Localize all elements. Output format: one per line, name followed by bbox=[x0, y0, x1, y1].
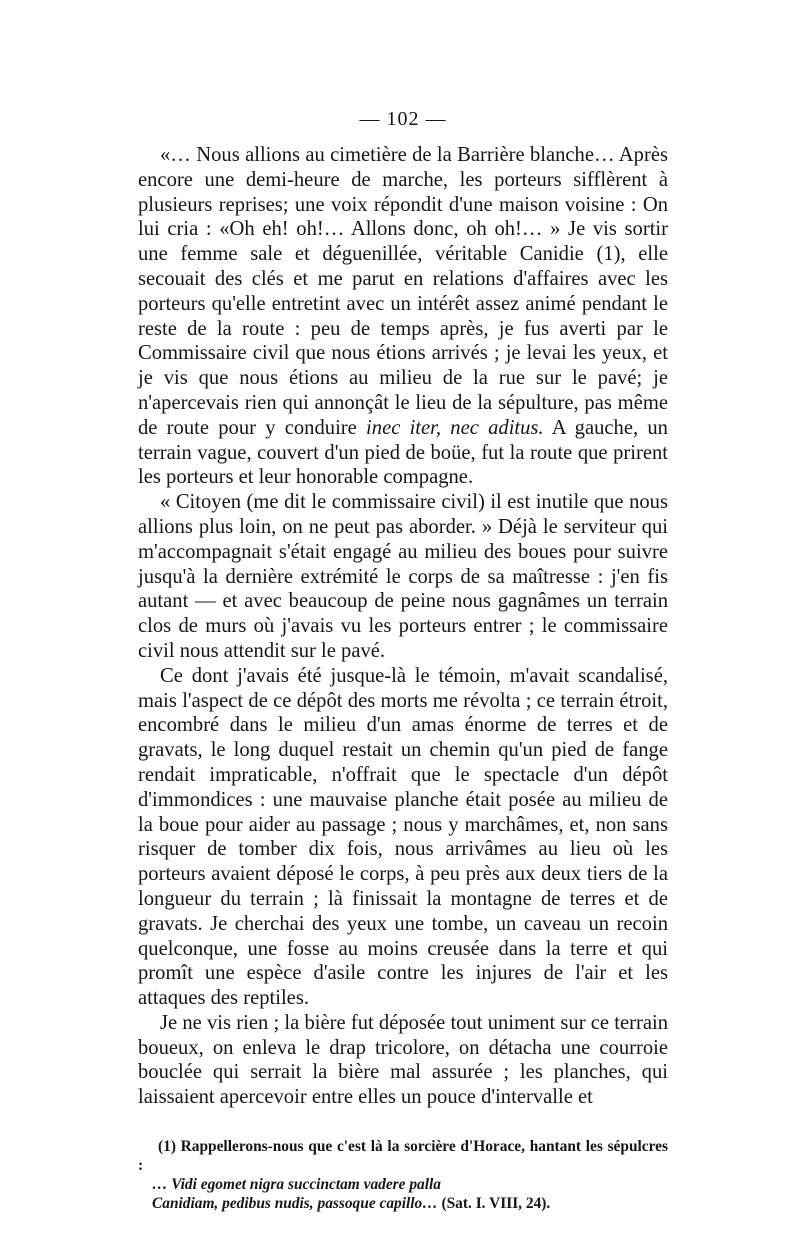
paragraph-1 bbox=[138, 143, 668, 490]
paragraph-3: Ce dont j'avais été jusque-là le témoin, m'avait scandalisé, mais l'aspect de ce dépôt des morts me révolta ; ce terrain étroit, encombré dans le milieu d'un amas énorme de terres et de gravats, le long duquel restait un chemin qu'un pied de fange rendait impraticable, n'offrait que le spectacle d'un dépôt d'immondices : une mauvaise planche était posée au milieu de la boue pour aider au passage ; nous y marchâmes, et, non sans risquer de tomber dix fois, nous arrivâmes au lieu où les porteurs avaient déposé le corps, à peu près aux deux tiers de la longueur du terrain ; là finissait la montagne de terres et de gravats. Je cherchai des yeux une tombe, un caveau un recoin quelconque, une fosse au moins creusée dans la terre et qui promît une espèce d'asile contre les injures de l'air et les attaques des reptiles. bbox=[138, 664, 668, 1010]
latin-phrase: inec iter, nec aditus. bbox=[366, 416, 544, 439]
footnote-verse-1: … Vidi egomet nigra succinctam vadere palla bbox=[152, 1176, 441, 1194]
paragraph-1-tail: A gauche, un terrain vague, couvert d'un pied de boüe, fut la route que prirent les porteurs et leur honorable compagne. bbox=[138, 416, 668, 489]
footnote-verse-2-text: Canidiam, pedibus nudis, passoque capillo… bbox=[152, 1195, 438, 1213]
body-text bbox=[138, 143, 668, 1110]
footnotes bbox=[138, 1137, 668, 1213]
paragraph-1-text: «… Nous allions au cimetière de la Barrière blanche… Après encore une demi-heure de marche, les porteurs sifflèrent à plusieurs reprises; une voix répondit d'une maison voisine : On lui cria : «Oh eh! oh!… Allons donc, oh oh!… » Je vis sortir une femme sale et déguenillée, véritable Canidie (1), elle secouait des clés et me parut en relations d'affaires avec les porteurs qu'elle entretint avec un intérêt assez animé pendant le reste de la route : peu de temps après, je fus averti par le Commissaire civil que nous étions arrivés ; je levai les yeux, et je vis que nous étions au milieu de la rue sur le pavé; je n'apercevais rien qui annonçât le lieu de la sépulture, pas même de route pour y conduire bbox=[138, 144, 668, 439]
paragraph-4: Je ne vis rien ; la bière fut déposée tout uniment sur ce terrain boueux, on enleva le drap tricolore, on détacha une courroie bouclée qui serrait la bière mal assurée ; les planches, qui laissaient apercevoir entre elles un pouce d'intervalle et bbox=[138, 1011, 668, 1109]
book-page bbox=[138, 108, 668, 1213]
footnote-text: (1) Rappellerons-nous que c'est là la sorcière d'Horace, hantant les sépulcres : bbox=[138, 1138, 668, 1175]
footnote-reference: (Sat. I. VIII, 24). bbox=[437, 1195, 551, 1213]
page-number: — 102 — bbox=[359, 108, 447, 130]
paragraph-2: « Citoyen (me dit le commissaire civil) il est inutile que nous allions plus loin, on ne peut pas aborder. » Déjà le serviteur qui m'accompagnait s'était engagé au milieu des boues pour suivre jusqu'à la dernière extrémité le corps de sa maîtresse : j'en fis autant — et avec beaucoup de peine nous gagnâmes un terrain clos de murs où j'avais vu les porteurs entrer ; le commissaire civil nous attendit sur le pavé. bbox=[138, 491, 668, 662]
footnote-verse-2 bbox=[138, 1194, 668, 1213]
